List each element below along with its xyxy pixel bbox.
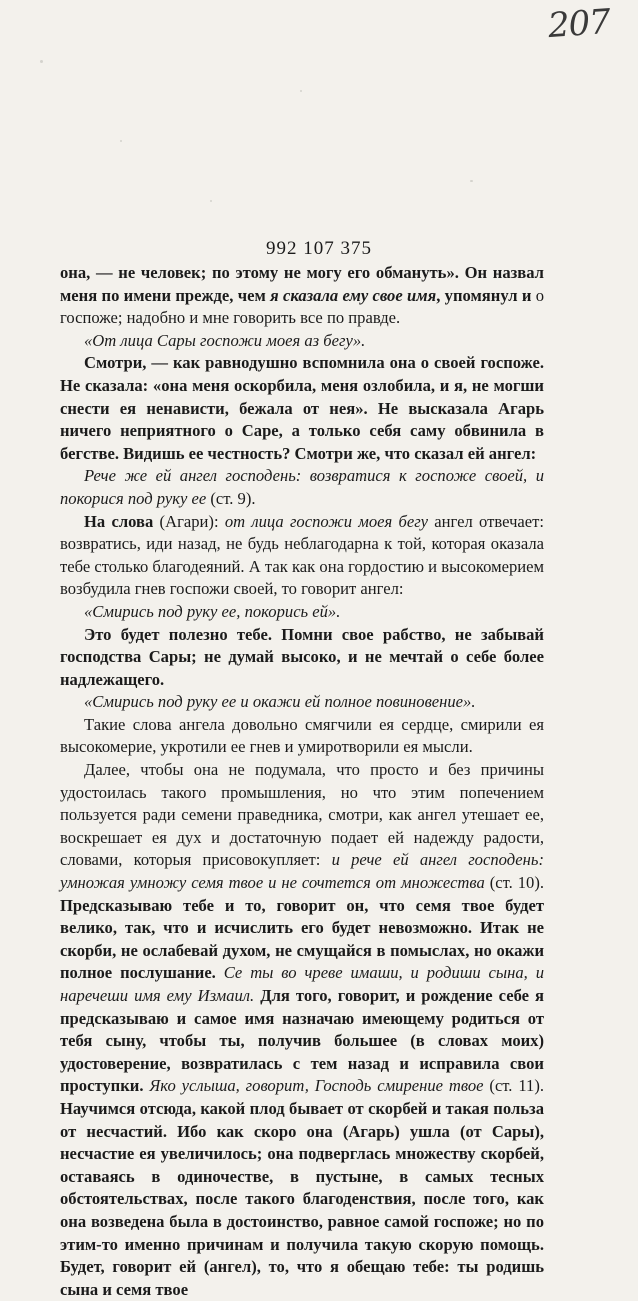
scan-speck [210, 200, 212, 202]
paragraph: Смотри, — как равнодушно вспомнила она о своей госпоже. Не сказала: «она меня оскорбила, меня озлобила, и я, не могши снести ея ненависти, бежала от нея». Не высказала Агарь ничего неприятного о Саре, а только себя саму обвинила в бегстве. Видишь ее честность? Смотри же, что сказал ей ангел: [60, 353, 544, 463]
scan-speck [300, 90, 302, 92]
paragraph: Это будет полезно тебе. Помни свое рабство, не забывай господства Сары; не думай высоко, и не мечтай о себе более надлежащего. [60, 624, 544, 689]
scan-speck [40, 60, 43, 63]
paragraph: «Смирись под руку ее, покорись ей». [84, 601, 341, 621]
handwritten-page-number: 207 [546, 1, 612, 47]
paragraph: Такие слова ангела довольно смягчили ея сердце, смирили ея высокомерие, укротили ее гнев и умиротворили ея мысли. [60, 714, 544, 757]
paragraph: Рече же ей ангел господень: возвратися к госпоже своей, и покорися под руку ее (ст. 9). [60, 466, 544, 508]
scan-speck [120, 140, 122, 142]
paragraph: Далее, чтобы она не подумала, что просто и без причины удостоилась такого промышления, но что этим попечением пользуется ради семени праведника, смотри, как ангел утешает ее, воскрешает ея дух и достаточную подает ей надежду радости, словами, которыя присовокупляет: и рече ей ангел господень: умножая умножу семя твое и не сочтется от множества (ст. 10). Предсказываю тебе и то, говорит он, что семя твое будет велико, так, что и исчислить его будет невозможно. Итак не скорби, не ослабевай духом, не смущайся в помыслах, но окажи полное послушание. Се ты во чреве имаши, и родиши сына, и наречеши имя ему Измаил. Для того, говорит, и рождение себе я предсказываю и самое имя назначаю имеющему родиться от тебя сыну, чтобы ты, получив большее (в словах моих) удостоверение, возвратилась с тем назад и исправила свои проступки. Яко услыша, говорит, Господь смирение твое (ст. 11). Научимся отсюда, какой плод бывает от скорбей и такая польза от несчастий. Ибо как скоро она (Агарь) ушла (от Сары), несчастие ея увеличилось; она подверглась множеству скорбей, оставаясь в одиночестве, в пустыне, в самых тесных обстоятельствах, после такого благоденствия, после того, как она возведена была в достоинство, равное самой госпоже; но по этим-то именно причинам и получила такую скорую помощь. Будет, говорит ей (ангел), то, что я обещаю тебе: ты родишь сына и семя твое [60, 760, 545, 1299]
paragraph: «Смирись под руку ее и окажи ей полное повиновение». [84, 692, 476, 712]
body-text [60, 262, 544, 1301]
page-header-number: 992 107 375 [266, 238, 372, 259]
scan-speck [470, 180, 473, 182]
paragraph: «От лица Сары госпожи моея аз бегу». [84, 330, 366, 350]
paragraph: она, — не человек; по этому не могу его обмануть». Он назвал меня по имени прежде, чем я сказала ему свое имя, упомянул и о госпоже; надобно и мне говорить все по правде. [60, 263, 544, 328]
paragraph: На слова (Агари): от лица госпожи моея бегу ангел отвечает: возвратись, иди назад, не будь неблагодарна к той, которая оказала тебе столько благодеяний. А так как она гордостию и высокомерием возбудила гнев госпожи своей, то говорит ангел: [60, 511, 545, 599]
